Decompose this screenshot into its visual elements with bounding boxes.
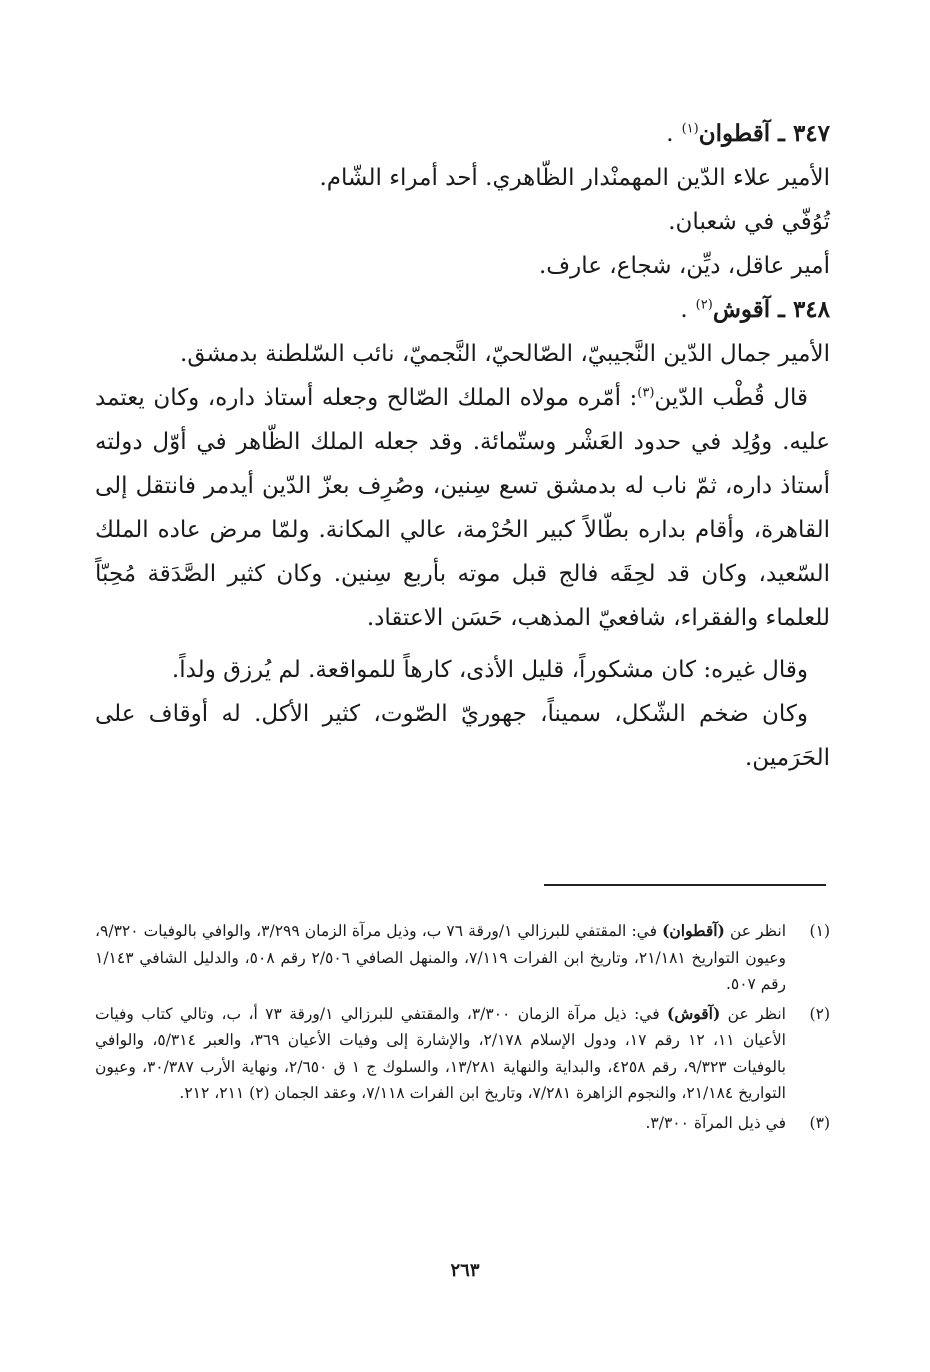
footnote-item: [95, 918, 830, 998]
footnote-item: [95, 1001, 830, 1107]
entry-dash: ـ: [778, 296, 785, 323]
entry-name: آقطوان: [698, 120, 771, 147]
footnote-marker: (٢): [809, 1004, 830, 1023]
footnote-item: [95, 1110, 830, 1137]
footnote-body: في: المقتفي للبرزالي ١/ورقة ٧٦ ب، وذيل مرآة الزمان ٣/٢٩٩، والوافي بالوفيات ٩/٣٢٠، وعيون التواريخ ٢١/١٨١، وتاريخ ابن الفرات ٧/١١٩، والمنهل الصافي ٢/٥٠٦ رقم ٥٠٨، والدليل الشافي ١/١٤٣ رقم ٥٠٧.: [95, 922, 786, 993]
entry-end-mark: .: [666, 121, 674, 147]
quote-lead: قال قُطْب الدّين: [654, 385, 808, 411]
entry-line: الأمير علاء الدّين المهمنْدار الظّاهري. أحد أمراء الشّام.: [319, 165, 830, 191]
second-quote-paragraph: وقال غيره: كان مشكوراً، قليل الأذى، كارهاً للمواقعة. لم يُرزق ولداً.: [171, 657, 808, 683]
footnote-text: [95, 1001, 786, 1107]
footnote-subject: (آقطوان): [662, 921, 725, 940]
footnote-ref[interactable]: (١): [681, 121, 699, 137]
quote-body: : أمّره مولاه الملك الصّالح وجعله أستاذ داره، وكان يعتمد عليه. ووُلِد في حدود العَشْر وستّمائة. وقد جعله الملك الظّاهر في أوّل دولته أستاذ داره، ثمّ ناب له بدمشق تسع سِنين، وصُرِف بعزّ الدّين أيدمر فانتقل إلى القاهرة، وأقام بداره بطّالاً كبير الحُرْمة، عالي المكانة. ولمّا مرض عاده الملك السّعيد، وكان قد لحِقَه فالج قبل موته بأربع سِنين. وكان كثير الصَّدَقة مُحِبّاً للعلماء والفقراء، شافعيّ المذهب، حَسَن الاعتقاد.: [95, 385, 830, 631]
footnote-lead: انظر عن: [720, 1004, 786, 1023]
footnote-ref[interactable]: (٣): [637, 385, 655, 401]
entry-name: آقوش: [712, 296, 771, 323]
footnote-ref[interactable]: (٢): [695, 297, 713, 313]
entry-number: ٣٤٧: [792, 120, 830, 147]
footnote-body: في: ذيل مرآة الزمان ٣/٣٠٠، والمقتفي للبرزالي ١/ورقة ٧٣ أ، ب، وتالي كتاب وفيات الأعيان ١١، ١٢ رقم ١٧، ودول الإسلام ٢/١٧٨، والإشارة إلى وفيات الأعيان ٣٦٩، والعبر ٥/٣١٤، والوافي بالوفيات ٩/٣٢٣، رقم ٤٢٥٨، والبداية والنهاية ١٣/٢٨١، والسلوك ج ١ ق ٢/٦٥٠، ونهاية الأرب ٣٠/٣٨٧، وعيون التواريخ ٢١/١٨٤، والنجوم الزاهرة ٧/٢٨١، وتاريخ ابن الفرات ٧/١١٨، وعقد الجمان (٢) ٢١١، ٢١٢.: [95, 1004, 786, 1102]
footnote-subject: (آقوش): [666, 1003, 721, 1023]
entry-heading-348: [95, 288, 830, 332]
quote-paragraph: [95, 376, 830, 640]
entry-line: تُوُفّي في شعبان.: [668, 209, 830, 235]
entry-number: ٣٤٨: [792, 296, 830, 323]
main-text: [95, 112, 830, 780]
footnote-lead: انظر عن: [724, 922, 786, 940]
footnote-marker: (٣): [809, 1113, 830, 1132]
footnotes: [95, 918, 830, 1139]
paragraph-gap: [95, 640, 830, 648]
page-number: ٢٦٣: [450, 1260, 480, 1281]
footnote-separator: [544, 884, 826, 886]
entry-line: أمير عاقل، ديِّن، شجاع، عارف.: [539, 253, 830, 279]
footnote-text: [95, 1110, 786, 1137]
footnote-body: في ذيل المرآة ٣/٣٠٠.: [645, 1113, 786, 1132]
entry-end-mark: .: [680, 297, 688, 323]
entry-heading-347: [95, 112, 830, 156]
entry-dash: ـ: [778, 120, 785, 147]
footnote-marker: (١): [809, 922, 830, 940]
footnote-text: [95, 918, 786, 998]
entry-intro-paragraph: الأمير جمال الدّين النَّجيبيّ، الصّالحيّ، النَّجميّ، نائب السّلطنة بدمشق.: [180, 341, 830, 367]
description-paragraph: وكان ضخم الشّكل، سميناً، جهوريّ الصّوت، كثير الأكل. له أوقاف على الحَرَمين.: [95, 701, 830, 771]
